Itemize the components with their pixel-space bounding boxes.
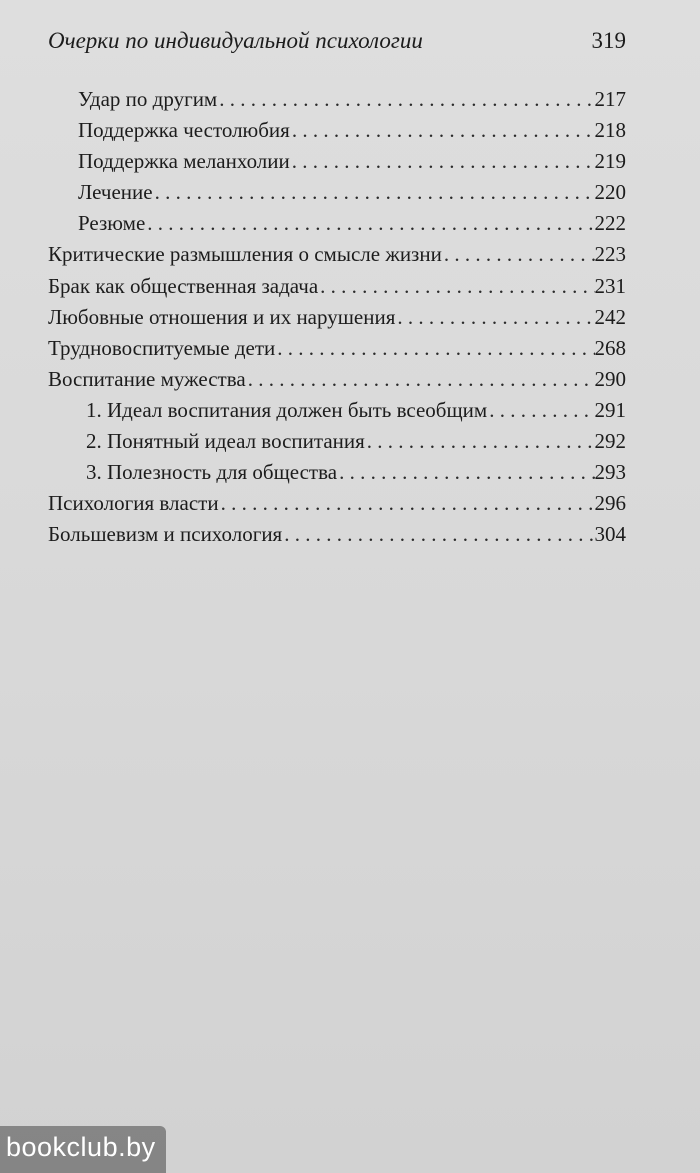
toc-entry-title: Воспитание мужества xyxy=(48,366,246,391)
toc-entry xyxy=(48,208,626,239)
toc-entry xyxy=(48,519,626,550)
watermark: bookclub.by xyxy=(0,1126,166,1173)
toc-entry xyxy=(48,271,626,302)
toc-entry-title: Удар по другим xyxy=(78,87,218,111)
toc-entry-title: Лечение xyxy=(78,180,153,205)
toc-entry-title: Психология власти xyxy=(48,491,219,516)
toc-entry-title: Поддержка честолюбия xyxy=(78,118,290,143)
toc-entry-page: 291 xyxy=(594,397,626,422)
toc-entry-title: 3. Полезность для общества xyxy=(86,460,338,485)
toc-entry-page: 217 xyxy=(594,87,626,111)
toc-entry-page: 304 xyxy=(594,522,626,547)
toc-entry-title: Большевизм и психология xyxy=(48,522,283,547)
toc-entry-page: 222 xyxy=(594,211,626,236)
toc-entry-title: Любовные отношения и их нарушения xyxy=(48,304,396,329)
toc-entry-page: 220 xyxy=(594,180,626,205)
toc-entry-page: 268 xyxy=(594,335,626,360)
toc-entry-page: 290 xyxy=(594,366,626,391)
running-title: Очерки по индивидуальной психологии xyxy=(48,28,423,53)
toc-entry-page: 296 xyxy=(594,491,626,516)
dot-leader xyxy=(217,84,594,115)
dot-leader xyxy=(290,115,595,146)
table-of-contents xyxy=(48,84,626,550)
dot-leader xyxy=(337,457,594,488)
toc-entry-title: 1. Идеал воспитания должен быть всеобщим xyxy=(86,397,488,422)
toc-entry-page: 219 xyxy=(594,149,626,174)
dot-leader xyxy=(282,519,594,550)
dot-leader xyxy=(442,239,595,270)
toc-entry-page: 223 xyxy=(594,242,626,267)
toc-entry-title: Резюме xyxy=(78,211,146,236)
toc-entry-page: 218 xyxy=(594,118,626,143)
toc-entry-title: Поддержка меланхолии xyxy=(78,149,290,174)
toc-entry xyxy=(48,302,626,333)
page-number: 319 xyxy=(591,28,626,53)
dot-leader xyxy=(318,271,594,302)
dot-leader xyxy=(365,426,595,457)
toc-entry-title: Брак как общественная задача xyxy=(48,273,319,298)
toc-entry xyxy=(48,364,626,395)
toc-entry-page: 242 xyxy=(594,304,626,329)
toc-entry xyxy=(48,84,626,115)
toc-entry-title: Критические размышления о смысле жизни xyxy=(48,242,442,267)
dot-leader xyxy=(153,177,595,208)
dot-leader xyxy=(487,395,594,426)
toc-entry xyxy=(48,395,626,426)
dot-leader xyxy=(395,302,594,333)
dot-leader xyxy=(275,333,594,364)
toc-entry xyxy=(48,488,626,519)
toc-entry xyxy=(48,146,626,177)
toc-entry-title: Трудновоспитуемые дети xyxy=(48,335,276,360)
toc-entry xyxy=(48,457,626,488)
toc-entry-page: 293 xyxy=(594,460,626,485)
toc-entry xyxy=(48,115,626,146)
dot-leader xyxy=(219,488,595,519)
dot-leader xyxy=(246,364,595,395)
toc-entry xyxy=(48,426,626,457)
dot-leader xyxy=(145,208,594,239)
toc-entry-title: 2. Понятный идеал воспитания xyxy=(86,429,365,454)
dot-leader xyxy=(290,146,595,177)
running-head xyxy=(48,28,626,64)
toc-entry xyxy=(48,333,626,364)
toc-entry-page: 292 xyxy=(594,429,626,454)
toc-entry xyxy=(48,239,626,270)
toc-entry xyxy=(48,177,626,208)
toc-entry-page: 231 xyxy=(594,273,626,298)
